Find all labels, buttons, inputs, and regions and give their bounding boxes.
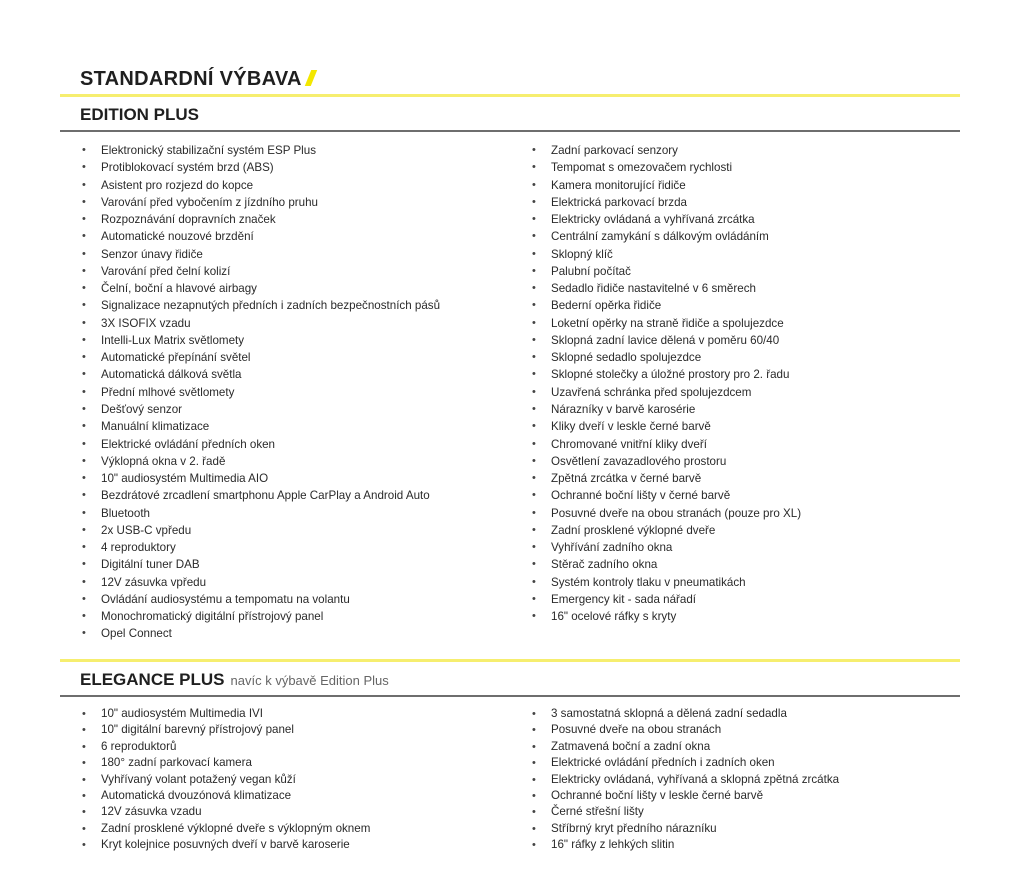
list-item: • Elektrické ovládání předních i zadních oken [530, 755, 950, 771]
list-item: • Elektricky ovládaná, vyhřívaná a sklopná zpětná zrcátka [530, 772, 950, 788]
list-item: • Elektrické ovládání předních oken [80, 436, 520, 453]
elegance-plus-list-right [530, 706, 950, 854]
list-item: • 180° zadní parkovací kamera [80, 755, 520, 771]
list-item: • Osvětlení zavazadlového prostoru [530, 453, 950, 470]
section-subtitle: navíc k výbavě Edition Plus [230, 673, 389, 688]
list-item: • Sklopná zadní lavice dělená v poměru 60/40 [530, 332, 950, 349]
list-item: • 10" audiosystém Multimedia IVI [80, 706, 520, 722]
list-item: • 3X ISOFIX vzadu [80, 315, 520, 332]
section-title-elegance-plus-text: ELEGANCE PLUS [80, 670, 225, 689]
list-item: • Stříbrný kryt předního nárazníku [530, 821, 950, 837]
list-item: • 10" digitální barevný přístrojový panel [80, 722, 520, 738]
section-divider-yellow [60, 659, 960, 662]
list-item: • Tempomat s omezovačem rychlosti [530, 159, 950, 176]
list-item: • Loketní opěrky na straně řidiče a spolujezdce [530, 315, 950, 332]
list-item: • Sedadlo řidiče nastavitelné v 6 směrech [530, 280, 950, 297]
page-title [80, 67, 314, 91]
section-divider-grey [60, 130, 960, 132]
section-divider-yellow [60, 94, 960, 97]
list-item: • Centrální zamykání s dálkovým ovládáním [530, 228, 950, 245]
list-item: • 12V zásuvka vpředu [80, 574, 520, 591]
elegance-plus-list-left [80, 706, 520, 854]
list-item: • Sklopný klíč [530, 246, 950, 263]
list-item: • Sklopné stolečky a úložné prostory pro 2. řadu [530, 366, 950, 383]
list-item: • Zadní prosklené výklopné dveře s výklopným oknem [80, 821, 520, 837]
list-item: • Vyhřívaný volant potažený vegan kůží [80, 772, 520, 788]
list-item: • Posuvné dveře na obou stranách [530, 722, 950, 738]
section-title-edition-plus: EDITION PLUS [80, 105, 200, 124]
list-item: • Zatmavená boční a zadní okna [530, 739, 950, 755]
list-item: • Signalizace nezapnutých předních i zadních bezpečnostních pásů [80, 297, 520, 314]
edition-plus-list-right [530, 142, 950, 625]
list-item: • Ovládání audiosystému a tempomatu na volantu [80, 591, 520, 608]
list-item: • Čelní, boční a hlavové airbagy [80, 280, 520, 297]
list-item: • Automatické přepínání světel [80, 349, 520, 366]
list-item: • Manuální klimatizace [80, 418, 520, 435]
accent-slash-icon [305, 70, 317, 86]
list-item: • Uzavřená schránka před spolujezdcem [530, 384, 950, 401]
list-item: • 12V zásuvka vzadu [80, 804, 520, 820]
list-item: • Sklopné sedadlo spolujezdce [530, 349, 950, 366]
list-item: • Kamera monitorující řidiče [530, 177, 950, 194]
list-item: • Zadní parkovací senzory [530, 142, 950, 159]
list-item: • Elektrická parkovací brzda [530, 194, 950, 211]
list-item: • Elektronický stabilizační systém ESP Plus [80, 142, 520, 159]
list-item: • Posuvné dveře na obou stranách (pouze pro XL) [530, 505, 950, 522]
list-item: • Varování před čelní kolizí [80, 263, 520, 280]
list-item: • 4 reproduktory [80, 539, 520, 556]
list-item: • 10" audiosystém Multimedia AIO [80, 470, 520, 487]
list-item: • Palubní počítač [530, 263, 950, 280]
list-item: • Intelli-Lux Matrix světlomety [80, 332, 520, 349]
list-item: • Ochranné boční lišty v leskle černé barvě [530, 788, 950, 804]
list-item: • 2x USB-C vpředu [80, 522, 520, 539]
list-item: • Automatická dvouzónová klimatizace [80, 788, 520, 804]
list-item: • Emergency kit - sada nářadí [530, 591, 950, 608]
list-item: • 6 reproduktorů [80, 739, 520, 755]
list-item: • Elektricky ovládaná a vyhřívaná zrcátka [530, 211, 950, 228]
list-item: • Opel Connect [80, 625, 520, 642]
list-item: • Rozpoznávání dopravních značek [80, 211, 520, 228]
list-item: • Monochromatický digitální přístrojový panel [80, 608, 520, 625]
edition-plus-list-left [80, 142, 520, 643]
list-item: • Chromované vnitřní kliky dveří [530, 436, 950, 453]
list-item: • Kryt kolejnice posuvných dveří v barvě karoserie [80, 837, 520, 853]
list-item: • Automatická dálková světla [80, 366, 520, 383]
list-item: • Automatické nouzové brzdění [80, 228, 520, 245]
list-item: • Protiblokovací systém brzd (ABS) [80, 159, 520, 176]
list-item: • 16" ráfky z lehkých slitin [530, 837, 950, 853]
list-item: • Stěrač zadního okna [530, 556, 950, 573]
section-divider-grey [60, 695, 960, 697]
list-item: • Varování před vybočením z jízdního pruhu [80, 194, 520, 211]
list-item: • 3 samostatná sklopná a dělená zadní sedadla [530, 706, 950, 722]
list-item: • Černé střešní lišty [530, 804, 950, 820]
list-item: • Vyhřívání zadního okna [530, 539, 950, 556]
list-item: • Digitální tuner DAB [80, 556, 520, 573]
list-item: • 16" ocelové ráfky s kryty [530, 608, 950, 625]
list-item: • Asistent pro rozjezd do kopce [80, 177, 520, 194]
list-item: • Přední mlhové světlomety [80, 384, 520, 401]
list-item: • Ochranné boční lišty v černé barvě [530, 487, 950, 504]
page-title-text: STANDARDNÍ VÝBAVA [80, 68, 302, 90]
list-item: • Výklopná okna v 2. řadě [80, 453, 520, 470]
list-item: • Bluetooth [80, 505, 520, 522]
section-title-elegance-plus [80, 669, 389, 692]
list-item: • Kliky dveří v leskle černé barvě [530, 418, 950, 435]
list-item: • Bederní opěrka řidiče [530, 297, 950, 314]
list-item: • Bezdrátové zrcadlení smartphonu Apple CarPlay a Android Auto [80, 487, 520, 504]
list-item: • Senzor únavy řidiče [80, 246, 520, 263]
list-item: • Zadní prosklené výklopné dveře [530, 522, 950, 539]
list-item: • Dešťový senzor [80, 401, 520, 418]
list-item: • Nárazníky v barvě karosérie [530, 401, 950, 418]
list-item: • Zpětná zrcátka v černé barvě [530, 470, 950, 487]
list-item: • Systém kontroly tlaku v pneumatikách [530, 574, 950, 591]
